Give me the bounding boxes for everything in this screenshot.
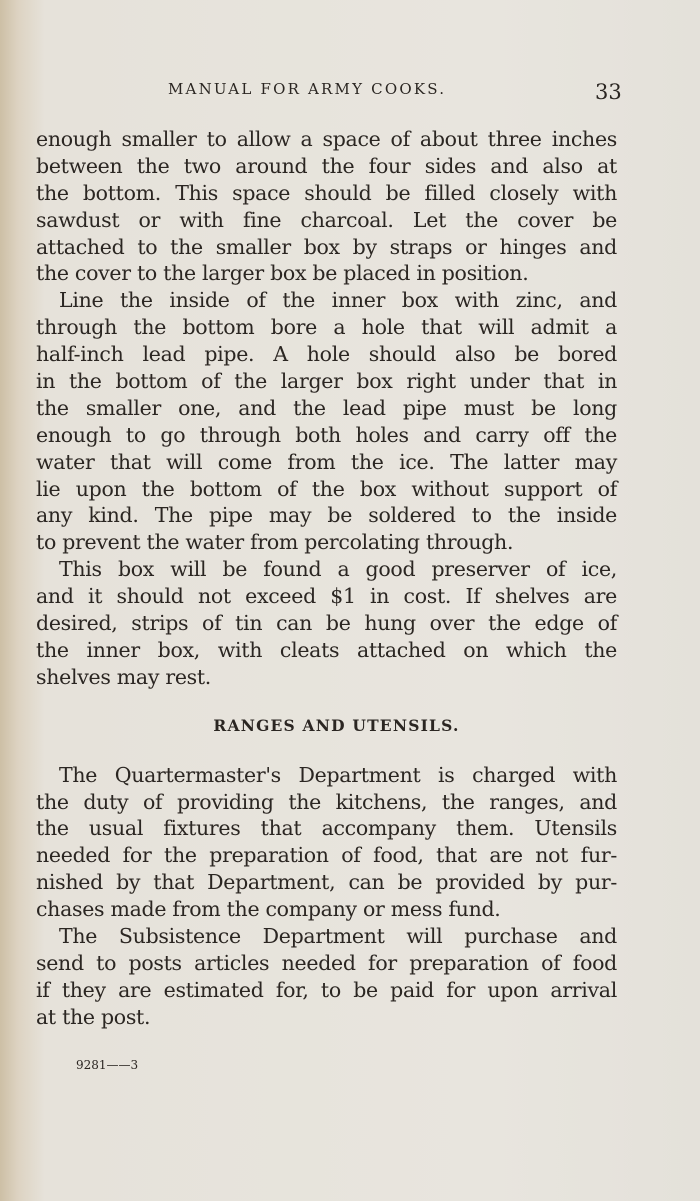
text-line: the usual fixtures that accompany them. Utensils (36, 816, 617, 841)
text-line: send to posts articles needed for preparation of food (36, 950, 617, 975)
paragraph (36, 556, 617, 690)
text-line: and it should not exceed $1 in cost. If shelves are (36, 584, 617, 609)
text-line: desired, strips of tin can be hung over the edge of (36, 611, 617, 636)
text-line: the cover to the larger box be placed in position. (36, 261, 529, 286)
text-line: needed for the preparation of food, that are not fur- (36, 843, 617, 868)
paragraph (36, 762, 617, 923)
text-line: any kind. The pipe may be soldered to the inside (36, 503, 617, 528)
text-line: water that will come from the ice. The latter may (36, 449, 617, 474)
text-line: enough smaller to allow a space of about three inches (36, 127, 617, 151)
text-line: in the bottom of the larger box right under that in (36, 369, 617, 394)
paragraph (36, 287, 617, 556)
text-line: chases made from the company or mess fund. (36, 897, 501, 922)
text-line: the inner box, with cleats attached on which the (36, 637, 617, 662)
text-line: Line the inside of the inner box with zinc, and (59, 288, 617, 313)
text-line: The Subsistence Department will purchase and (59, 924, 617, 949)
running-title: MANUAL FOR ARMY COOKS. (168, 80, 447, 98)
paragraphs-before-heading (36, 126, 617, 691)
text-line: This box will be found a good preserver of ice, (59, 557, 617, 582)
text-line: if they are estimated for, to be paid for upon arrival (36, 977, 617, 1002)
running-header (0, 80, 700, 104)
signature-mark: 9281——3 (76, 1058, 139, 1072)
paragraph (36, 923, 617, 1031)
text-line: enough to go through both holes and carry off the (36, 422, 617, 447)
text-line: the bottom. This space should be filled closely with (36, 180, 617, 205)
section-heading: RANGES AND UTENSILS. (213, 715, 460, 735)
page-number: 33 (595, 80, 622, 104)
text-line: lie upon the bottom of the box without support of (36, 476, 617, 501)
text-line: attached to the smaller box by straps or hinges and (36, 234, 617, 259)
text-line: sawdust or with fine charcoal. Let the cover be (36, 207, 617, 232)
paragraphs-after-heading (36, 762, 617, 1031)
text-line: shelves may rest. (36, 664, 212, 689)
text-line: nished by that Department, can be provided by pur- (36, 870, 617, 895)
text-line: through the bottom bore a hole that will admit a (36, 315, 617, 340)
text-line: The Quartermaster's Department is charged with (59, 762, 617, 787)
text-line: the smaller one, and the lead pipe must be long (36, 395, 617, 420)
paragraph (36, 126, 617, 287)
text-line: half-inch lead pipe. A hole should also be bored (36, 342, 617, 367)
text-line: to prevent the water from percolating through. (36, 530, 514, 555)
text-line: at the post. (36, 1004, 151, 1029)
text-line: between the two around the four sides and also at (36, 153, 617, 178)
page-body (36, 126, 617, 1031)
text-line: the duty of providing the kitchens, the ranges, and (36, 789, 617, 814)
